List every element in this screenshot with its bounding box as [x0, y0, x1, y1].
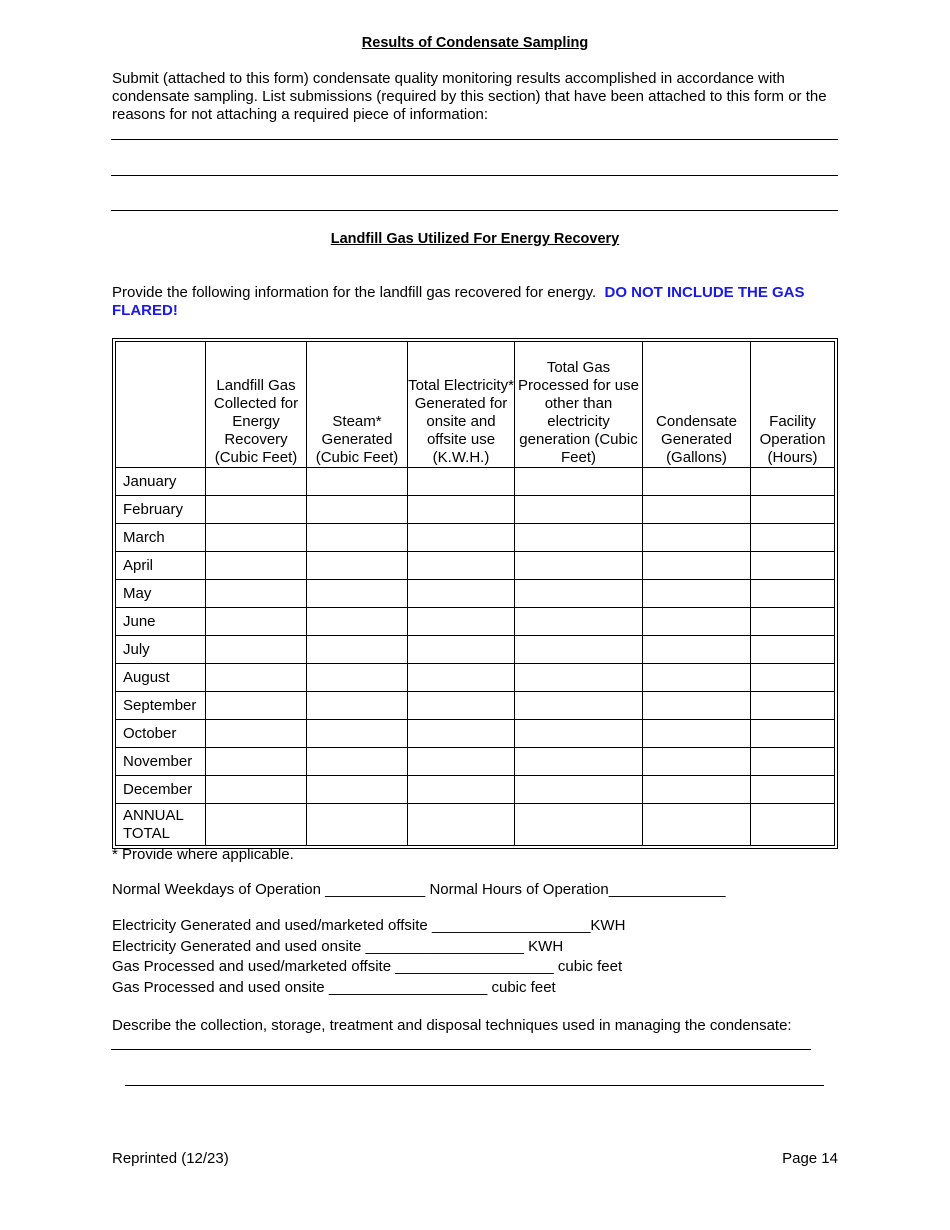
elec-offsite-line [112, 917, 625, 934]
operation-line [112, 881, 725, 898]
entry-cell[interactable] [751, 496, 835, 524]
gas-offsite-field[interactable]: ___________________ [395, 958, 554, 975]
elec-offsite-field[interactable]: ___________________ [431, 917, 591, 934]
month-label: April [115, 552, 206, 580]
entry-cell[interactable] [515, 664, 643, 692]
entry-cell[interactable] [643, 608, 751, 636]
condensate-heading: Results of Condensate Sampling [361, 35, 589, 51]
table-row [115, 608, 835, 636]
entry-cell[interactable] [643, 692, 751, 720]
entry-cell[interactable] [206, 468, 307, 496]
gas-offsite-label: Gas Processed and used/marketed offsite [112, 958, 392, 975]
entry-cell[interactable] [515, 776, 643, 804]
entry-cell[interactable] [408, 524, 515, 552]
entry-cell[interactable] [751, 636, 835, 664]
month-label: May [115, 580, 206, 608]
entry-cell[interactable] [206, 496, 307, 524]
describe-prompt: Describe the collection, storage, treatment and disposal techniques used in managing the condensate: [112, 1017, 792, 1034]
entry-cell[interactable] [408, 748, 515, 776]
entry-cell[interactable] [751, 720, 835, 748]
month-column-header [115, 341, 206, 468]
elec-onsite-unit: KWH [528, 938, 564, 955]
entry-cell[interactable] [206, 524, 307, 552]
entry-cell[interactable] [643, 804, 751, 846]
entry-cell[interactable] [408, 580, 515, 608]
entry-cell[interactable] [206, 776, 307, 804]
table-header-row [115, 341, 835, 468]
month-label: June [115, 608, 206, 636]
column-header: Total Electricity* Generated for onsite and offsite use (K.W.H.) [408, 341, 515, 468]
month-label: August [115, 664, 206, 692]
entry-cell[interactable] [515, 524, 643, 552]
gas-flared-warning: DO NOT INCLUDE THE GAS FLARED! [112, 284, 805, 319]
reprinted-date: Reprinted (12/23) [112, 1150, 229, 1167]
table-row [115, 748, 835, 776]
entry-cell[interactable] [515, 580, 643, 608]
entry-cell[interactable] [408, 664, 515, 692]
entry-cell[interactable] [307, 524, 408, 552]
table-row [115, 692, 835, 720]
entry-cell[interactable] [307, 468, 408, 496]
entry-cell[interactable] [515, 468, 643, 496]
entry-cell[interactable] [307, 692, 408, 720]
entry-cell[interactable] [206, 748, 307, 776]
entry-cell[interactable] [643, 664, 751, 692]
entry-cell[interactable] [307, 496, 408, 524]
entry-cell[interactable] [206, 720, 307, 748]
entry-cell[interactable] [643, 776, 751, 804]
describe-line-1[interactable] [111, 1049, 811, 1050]
gas-onsite-unit: cubic feet [491, 979, 556, 996]
elec-onsite-label: Electricity Generated and used onsite [112, 938, 362, 955]
column-header: Facility Operation (Hours) [751, 341, 835, 468]
entry-cell[interactable] [307, 552, 408, 580]
annual-label: ANNUAL [123, 806, 184, 824]
entry-cell[interactable] [751, 664, 835, 692]
condensate-instructions: Submit (attached to this form) condensate quality monitoring results accomplished in accordance with condensate sampling. List submissions (required by this section) that have been attached to this form or the reasons for not attaching a required piece of information: [112, 70, 827, 123]
entry-cell[interactable] [408, 636, 515, 664]
table-row [115, 496, 835, 524]
table-row [115, 468, 835, 496]
entry-cell[interactable] [206, 664, 307, 692]
entry-cell[interactable] [206, 636, 307, 664]
entry-cell[interactable] [408, 720, 515, 748]
column-header: Steam* Generated (Cubic Feet) [307, 341, 408, 468]
gas-onsite-line [112, 979, 556, 996]
gas-onsite-label: Gas Processed and used onsite [112, 979, 325, 996]
energy-intro: Provide the following information for the landfill gas recovered for energy. [112, 284, 597, 301]
answer-line-2[interactable] [111, 175, 838, 176]
answer-line-3[interactable] [111, 210, 838, 211]
entry-cell[interactable] [408, 496, 515, 524]
entry-cell[interactable] [751, 692, 835, 720]
entry-cell[interactable] [206, 804, 307, 846]
entry-cell[interactable] [515, 720, 643, 748]
entry-cell[interactable] [643, 720, 751, 748]
entry-cell[interactable] [643, 552, 751, 580]
entry-cell[interactable] [515, 496, 643, 524]
table-footnote: * Provide where applicable. [112, 846, 294, 863]
entry-cell[interactable] [408, 468, 515, 496]
annual-total-row [115, 804, 835, 846]
entry-cell[interactable] [751, 552, 835, 580]
gas-offsite-line [112, 958, 622, 975]
entry-cell[interactable] [643, 580, 751, 608]
column-header: Condensate Generated (Gallons) [643, 341, 751, 468]
hours-field[interactable]: ______________ [608, 881, 726, 898]
month-label: December [115, 776, 206, 804]
entry-cell[interactable] [751, 468, 835, 496]
elec-offsite-label: Electricity Generated and used/marketed offsite [112, 917, 428, 934]
hours-label: Normal Hours of Operation [429, 881, 609, 898]
answer-line-1[interactable] [111, 139, 838, 140]
entry-cell[interactable] [307, 804, 408, 846]
energy-recovery-table [112, 338, 838, 849]
entry-cell[interactable] [408, 692, 515, 720]
month-label: February [115, 496, 206, 524]
entry-cell[interactable] [643, 468, 751, 496]
table-row [115, 524, 835, 552]
page-number: Page 14 [782, 1150, 838, 1167]
entry-cell[interactable] [206, 608, 307, 636]
energy-heading: Landfill Gas Utilized For Energy Recovery [330, 231, 620, 247]
elec-onsite-field[interactable]: ___________________ [365, 938, 524, 955]
annual-total-label [115, 804, 206, 846]
entry-cell[interactable] [751, 748, 835, 776]
entry-cell[interactable] [643, 524, 751, 552]
column-header: Total Gas Processed for use other than electricity generation (Cubic Feet) [515, 341, 643, 468]
weekdays-field[interactable]: ____________ [325, 881, 426, 898]
elec-offsite-unit: KWH [590, 917, 626, 934]
entry-cell[interactable] [206, 580, 307, 608]
month-label: January [115, 468, 206, 496]
table-row [115, 664, 835, 692]
entry-cell[interactable] [408, 552, 515, 580]
weekdays-label: Normal Weekdays of Operation [112, 881, 321, 898]
entry-cell[interactable] [751, 580, 835, 608]
entry-cell[interactable] [751, 608, 835, 636]
month-label: October [115, 720, 206, 748]
table-row [115, 636, 835, 664]
entry-cell[interactable] [307, 776, 408, 804]
energy-instructions [112, 284, 842, 320]
entry-cell[interactable] [643, 636, 751, 664]
table-row [115, 580, 835, 608]
entry-cell[interactable] [307, 580, 408, 608]
entry-cell[interactable] [515, 552, 643, 580]
describe-line-2[interactable] [125, 1085, 824, 1086]
gas-offsite-unit: cubic feet [557, 958, 623, 975]
entry-cell[interactable] [751, 524, 835, 552]
entry-cell[interactable] [206, 552, 307, 580]
table-row [115, 552, 835, 580]
gas-onsite-field[interactable]: ___________________ [328, 979, 488, 996]
month-label: September [115, 692, 206, 720]
table-row [115, 720, 835, 748]
entry-cell[interactable] [307, 608, 408, 636]
entry-cell[interactable] [515, 692, 643, 720]
elec-onsite-line [112, 938, 563, 955]
entry-cell[interactable] [751, 776, 835, 804]
entry-cell[interactable] [643, 496, 751, 524]
entry-cell[interactable] [307, 720, 408, 748]
entry-cell[interactable] [515, 804, 643, 846]
entry-cell[interactable] [751, 804, 835, 846]
month-label: November [115, 748, 206, 776]
entry-cell[interactable] [307, 748, 408, 776]
entry-cell[interactable] [307, 636, 408, 664]
entry-cell[interactable] [408, 804, 515, 846]
entry-cell[interactable] [515, 608, 643, 636]
entry-cell[interactable] [515, 748, 643, 776]
month-label: March [115, 524, 206, 552]
entry-cell[interactable] [206, 692, 307, 720]
entry-cell[interactable] [515, 636, 643, 664]
entry-cell[interactable] [307, 664, 408, 692]
entry-cell[interactable] [643, 748, 751, 776]
month-label: July [115, 636, 206, 664]
table-row [115, 776, 835, 804]
total-label: TOTAL [123, 824, 170, 842]
column-header: Landfill Gas Collected for Energy Recovery (Cubic Feet) [206, 341, 307, 468]
entry-cell[interactable] [408, 776, 515, 804]
entry-cell[interactable] [408, 608, 515, 636]
